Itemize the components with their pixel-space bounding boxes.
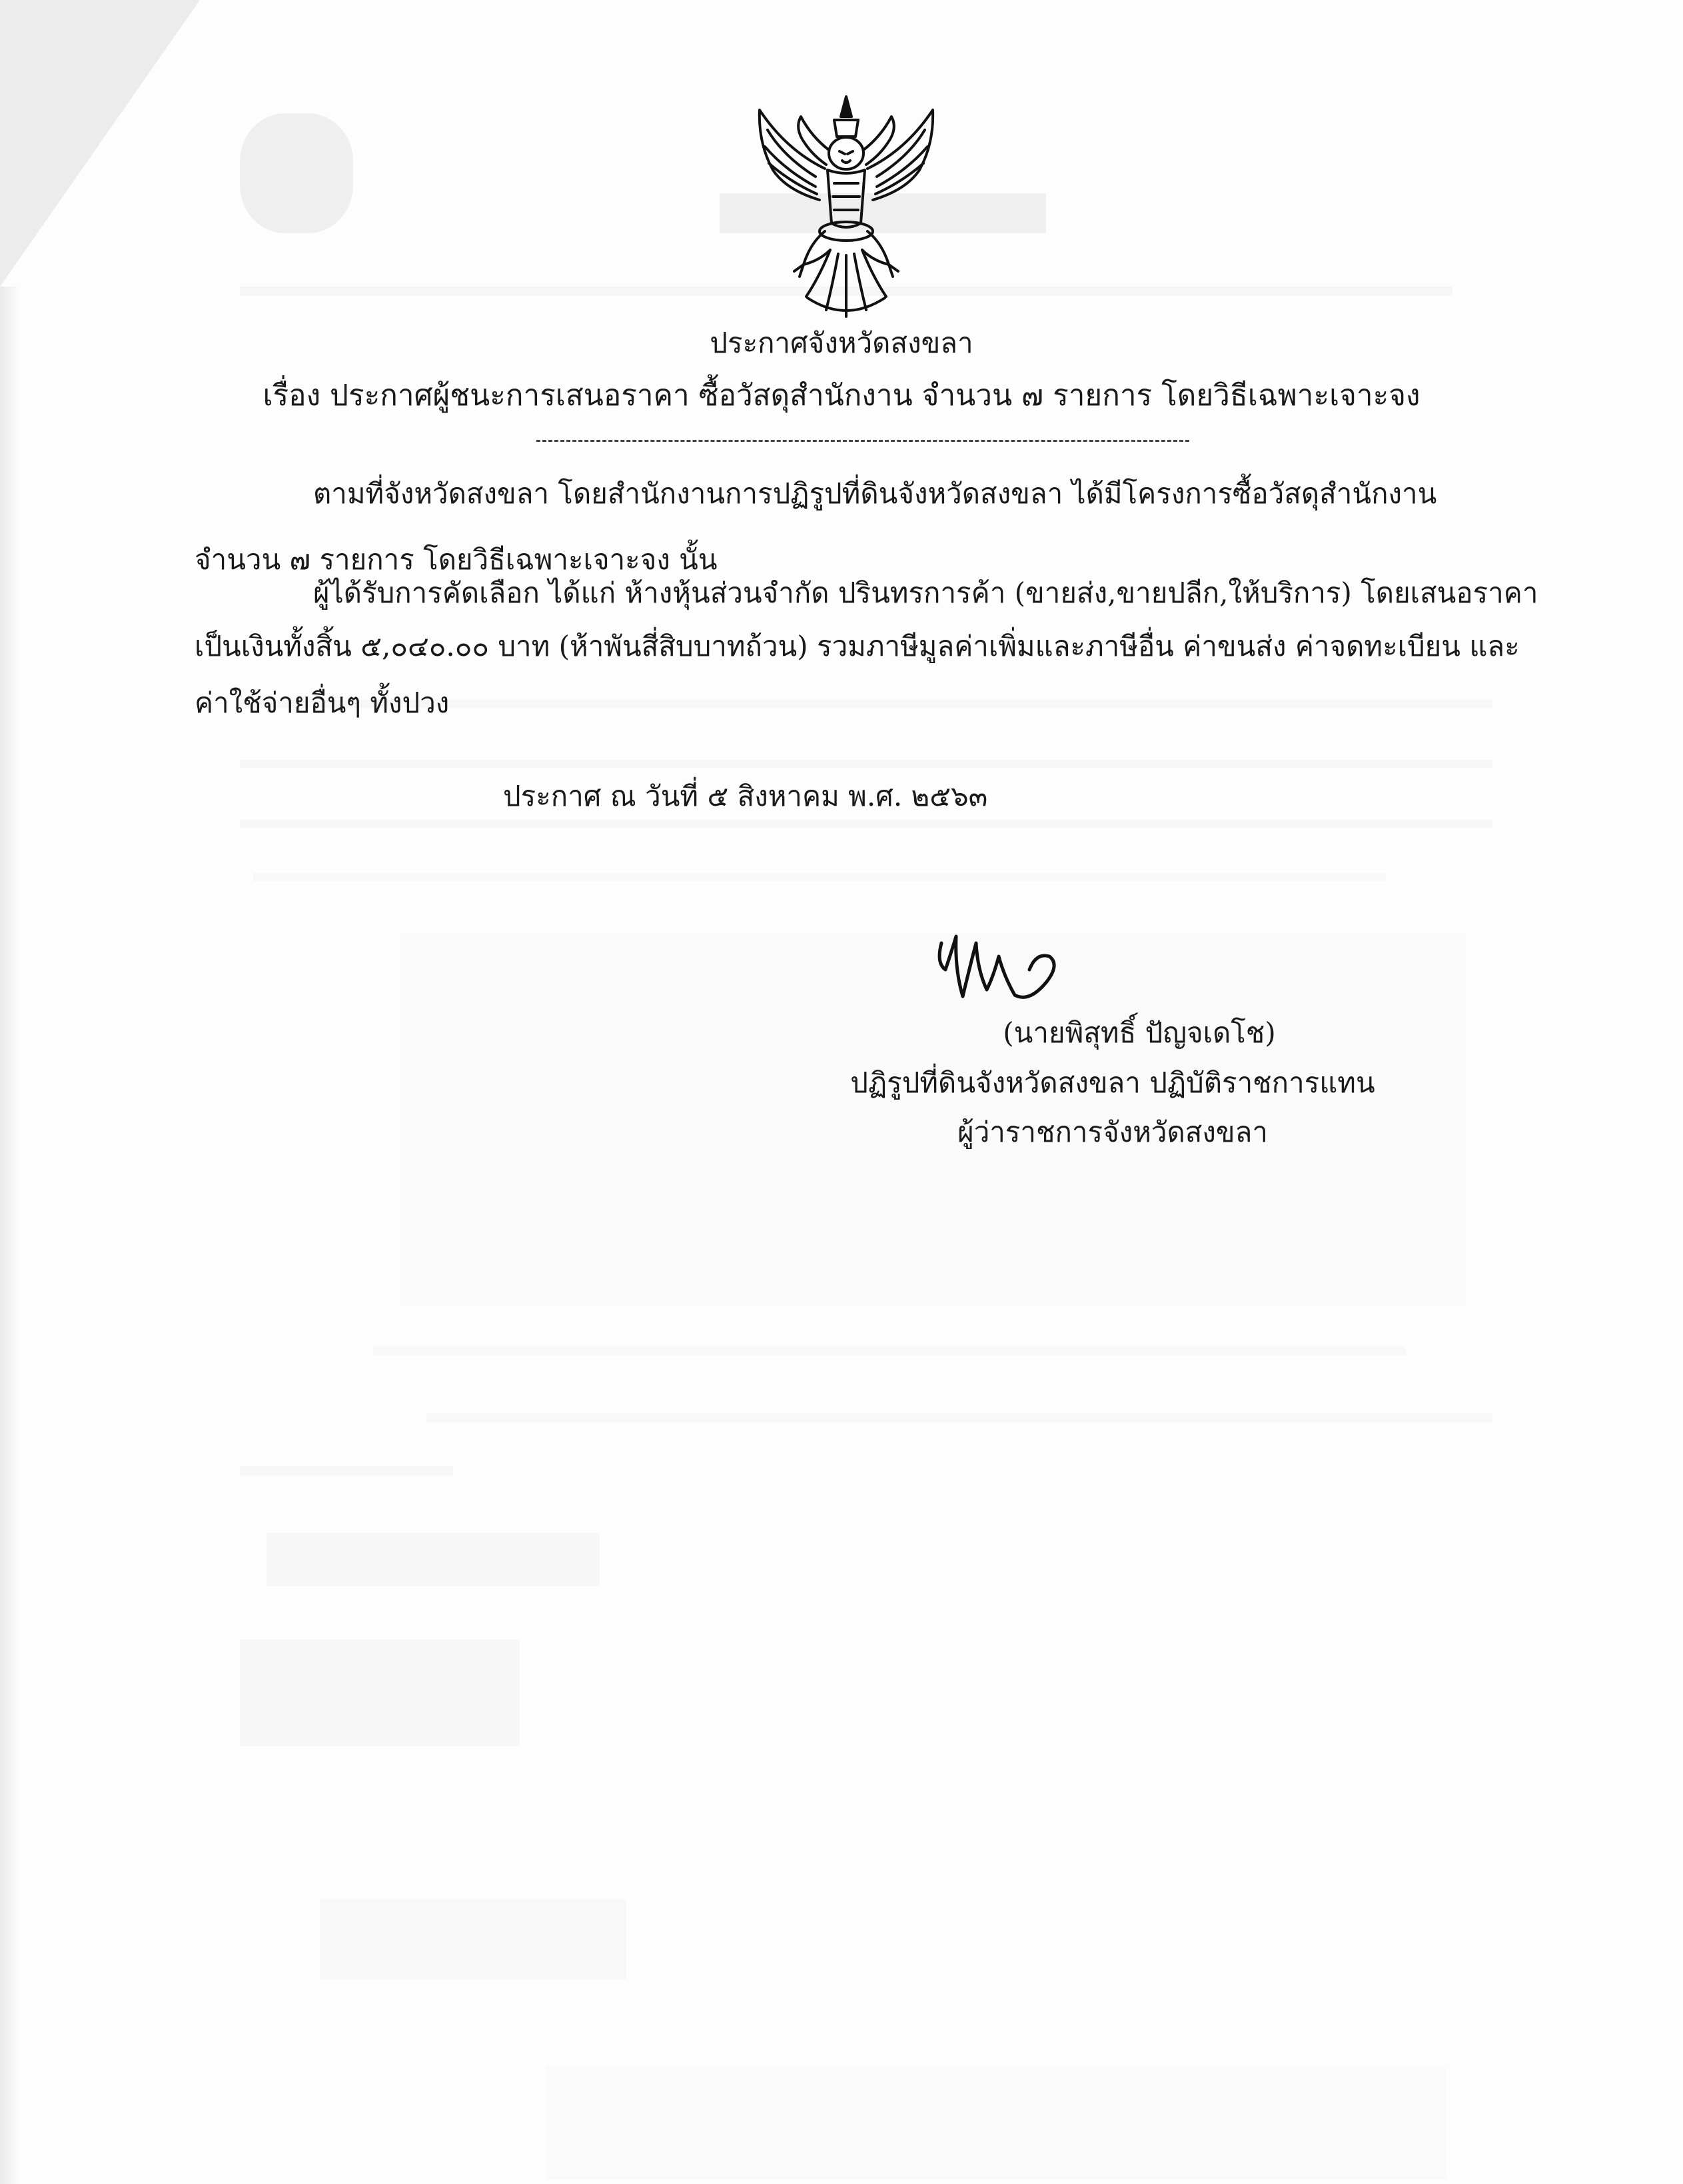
signatory-title-1: ปฏิรูปที่ดินจังหวัดสงขลา ปฏิบัติราชการแทน [850,1066,1375,1099]
bleed-through-text-block [240,760,1492,768]
bleed-through-text-block [240,820,1492,828]
bleed-through-text-block [267,1533,600,1586]
bleed-through-text-block [240,1466,453,1476]
org-title: ประกาศจังหวัดสงขลา [710,327,973,359]
bleed-through-text-block [320,1899,626,1979]
dashed-divider [536,440,1189,442]
handwritten-signature [929,923,1076,1010]
paragraph-2-line-2: เป็นเงินทั้งสิ้น ๕,๐๔๐.๐๐ บาท (ห้าพันสี่สิบบาทถ้วน) รวมภาษีมูลค่าเพิ่มและภาษีอื่น ค่าขนส่ง ค่าจดทะเบียน และ [195,630,1520,662]
garuda-emblem-icon [746,90,946,323]
paragraph-1-line-1: ตามที่จังหวัดสงขลา โดยสำนักงานการปฏิรูปที่ดินจังหวัดสงขลา ได้มีโครงการซื้อวัสดุสำนักงาน [313,477,1437,510]
bleed-through-stamp [546,2066,1446,2179]
page-edge-shadow [0,287,19,2184]
signatory-name: (นายพิสุทธิ์ ปัญจเดโช) [1003,1016,1276,1049]
signatory-title-2: ผู้ว่าราชการจังหวัดสงขลา [957,1116,1268,1148]
bleed-through-text-block [373,1346,1406,1356]
announcement-date: ประกาศ ณ วันที่ ๕ สิงหาคม พ.ศ. ๒๕๖๓ [503,780,988,812]
bleed-through-emblem [240,113,353,233]
subject-line: เรื่อง ประกาศผู้ชนะการเสนอราคา ซื้อวัสดุสำนักงาน จำนวน ๗ รายการ โดยวิธีเฉพาะเจาะจง [263,379,1420,413]
bleed-through-text-block [240,1639,520,1746]
folded-corner [0,0,200,287]
paragraph-1-line-2: จำนวน ๗ รายการ โดยวิธีเฉพาะเจาะจง นั้น [195,543,718,576]
bleed-through-text-block [253,873,1386,881]
bleed-through-text-block [426,1413,1492,1422]
paragraph-2-line-1: ผู้ได้รับการคัดเลือก ได้แก่ ห้างหุ้นส่วนจำกัด ปรินทรการค้า (ขายส่ง,ขายปลีก,ให้บริการ) โดยเสนอราคา [313,576,1538,609]
paragraph-2-line-3: ค่าใช้จ่ายอื่นๆ ทั้งปวง [195,686,450,719]
